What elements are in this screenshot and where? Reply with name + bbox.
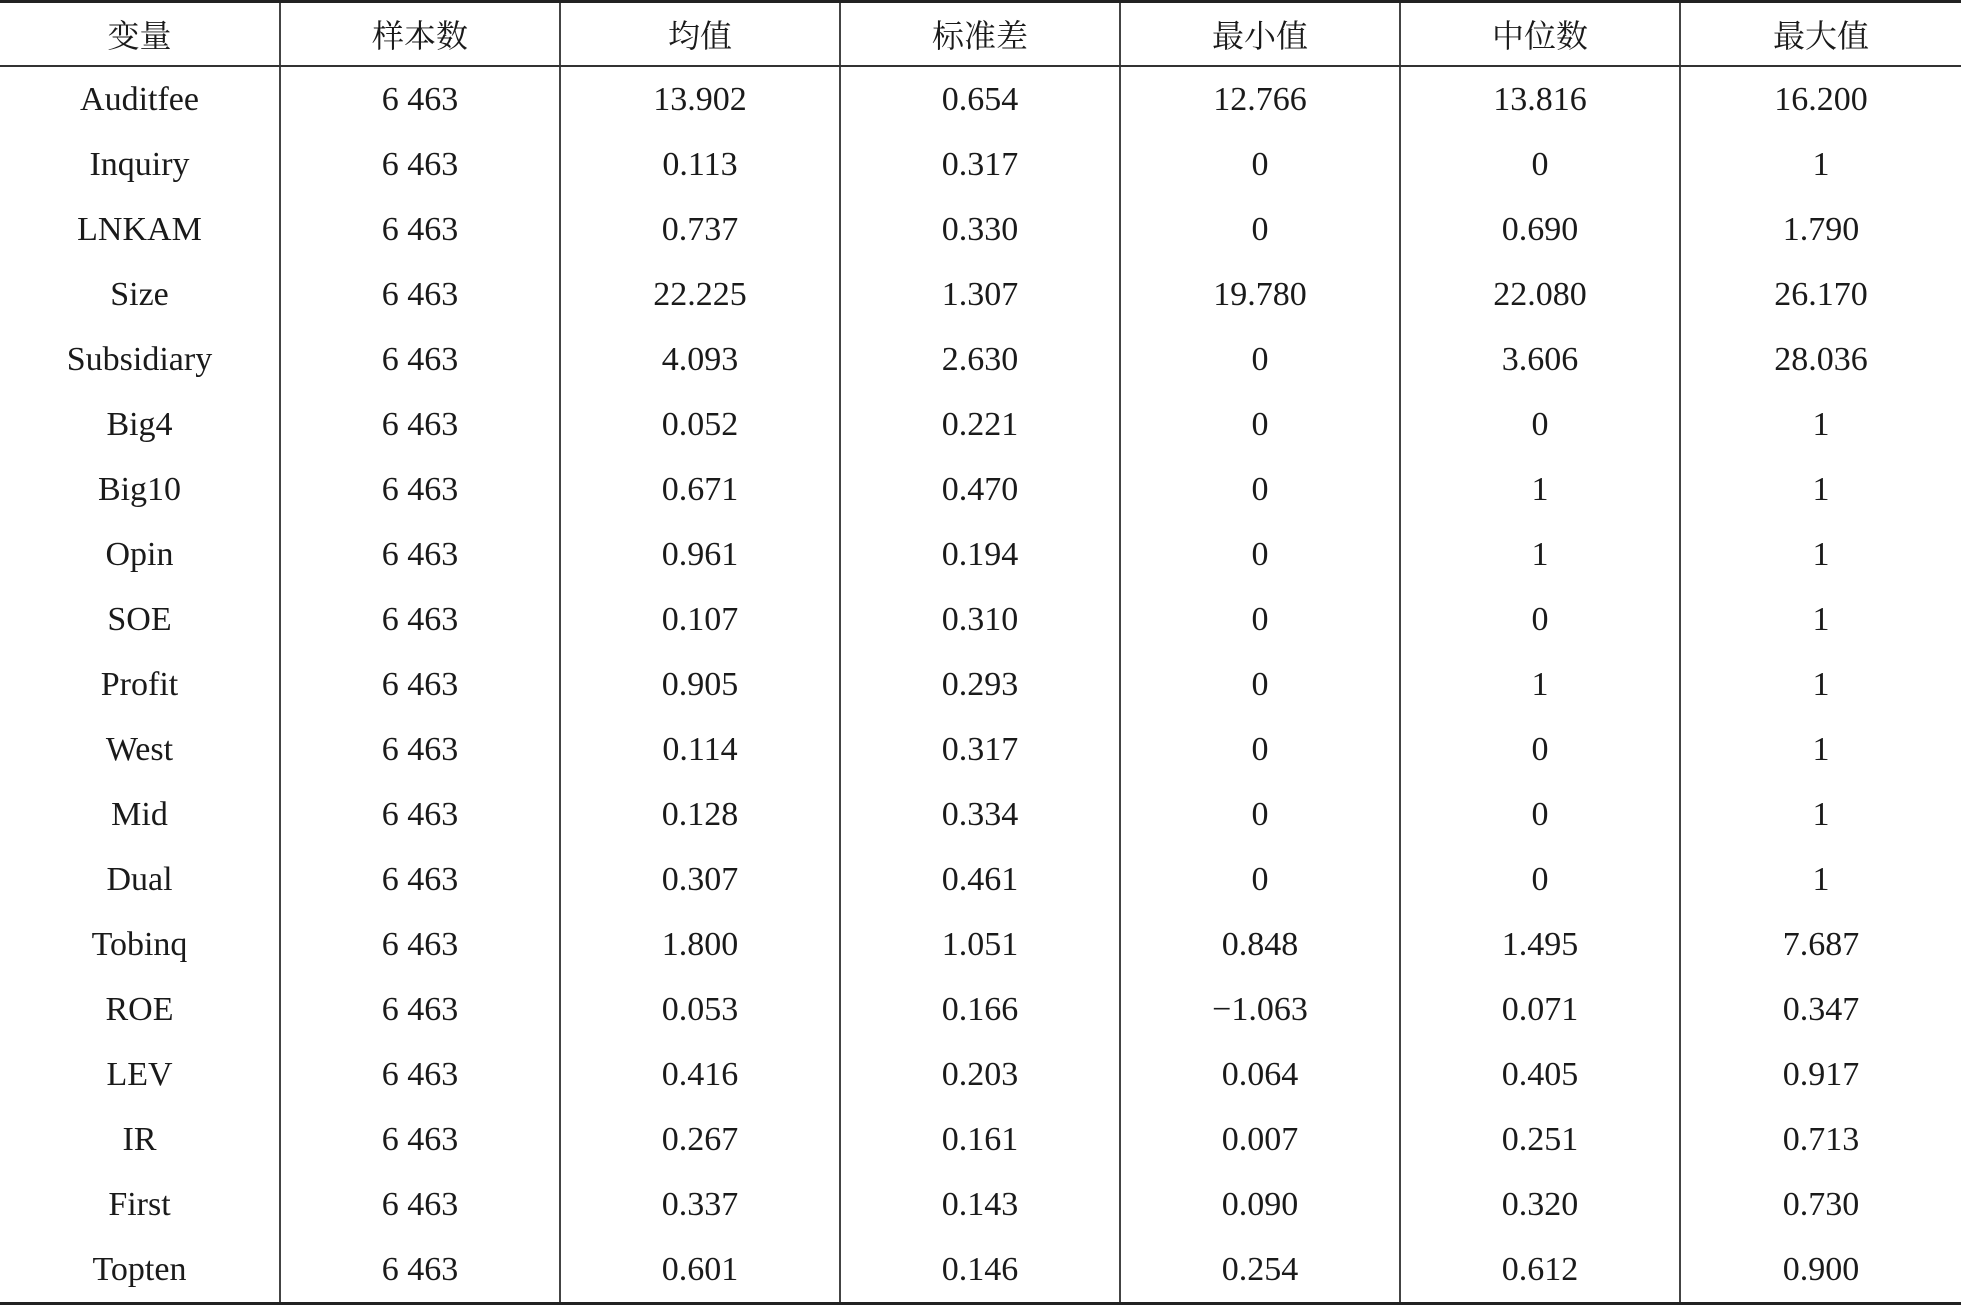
table-cell-mean: 0.128 xyxy=(560,782,840,847)
table-cell-median: 0 xyxy=(1400,392,1680,457)
table-cell-min: 0 xyxy=(1120,392,1400,457)
table-cell-variable: ROE xyxy=(105,990,174,1028)
table-cell-min: 0 xyxy=(1120,197,1400,262)
table-cell-max: 26.170 xyxy=(1680,262,1961,327)
header-cell-mean: 均值 xyxy=(560,2,840,67)
header-cell-min: 最小值 xyxy=(1120,2,1400,67)
header-cell-median: 中位数 xyxy=(1400,2,1680,67)
table-cell-min: 0 xyxy=(1120,457,1400,522)
table-cell-max: 16.200 xyxy=(1680,66,1961,132)
table-cell-std-dev: 0.161 xyxy=(840,1107,1120,1172)
table-row xyxy=(0,977,1961,1042)
table-row xyxy=(0,782,1961,847)
table-cell-sample-size: 6 463 xyxy=(280,262,560,327)
table-cell-median: 0.612 xyxy=(1400,1237,1680,1304)
table-cell-variable: IR xyxy=(122,1120,157,1158)
header-cell-variable: 变量 xyxy=(0,2,280,67)
table-cell-std-dev: 0.166 xyxy=(840,977,1120,1042)
table-cell-mean: 0.307 xyxy=(560,847,840,912)
table-cell-sample-size: 6 463 xyxy=(280,132,560,197)
table-cell-sample-size: 6 463 xyxy=(280,652,560,717)
table-cell-max: 1 xyxy=(1680,717,1961,782)
table-cell-sample-size: 6 463 xyxy=(280,327,560,392)
table-cell-min: 0.848 xyxy=(1120,912,1400,977)
table-cell-sample-size: 6 463 xyxy=(280,912,560,977)
table-cell-min: 0.064 xyxy=(1120,1042,1400,1107)
table-cell-max: 7.687 xyxy=(1680,912,1961,977)
table-cell-max: 0.730 xyxy=(1680,1172,1961,1237)
table-cell-mean: 0.113 xyxy=(560,132,840,197)
table-cell-sample-size: 6 463 xyxy=(280,457,560,522)
table-row xyxy=(0,1172,1961,1237)
table-cell-min: 12.766 xyxy=(1120,66,1400,132)
table-cell-variable: Mid xyxy=(111,795,168,833)
table-cell-median: 0.251 xyxy=(1400,1107,1680,1172)
table-cell-sample-size: 6 463 xyxy=(280,522,560,587)
table-cell-variable: Subsidiary xyxy=(66,340,213,378)
table-row xyxy=(0,197,1961,262)
table-cell-std-dev: 0.310 xyxy=(840,587,1120,652)
table-cell-median: 0 xyxy=(1400,782,1680,847)
table-cell-max: 0.347 xyxy=(1680,977,1961,1042)
table-cell-max: 0.917 xyxy=(1680,1042,1961,1107)
table-cell-variable: Opin xyxy=(105,535,174,573)
table-cell-min: −1.063 xyxy=(1120,977,1400,1042)
table-row xyxy=(0,717,1961,782)
table-cell-sample-size: 6 463 xyxy=(280,1042,560,1107)
table-cell-std-dev: 0.334 xyxy=(840,782,1120,847)
table-cell-median: 22.080 xyxy=(1400,262,1680,327)
table-cell-variable: SOE xyxy=(107,600,172,638)
table-cell-mean: 4.093 xyxy=(560,327,840,392)
table-cell-mean: 0.961 xyxy=(560,522,840,587)
table-cell-max: 28.036 xyxy=(1680,327,1961,392)
table-cell-mean: 0.052 xyxy=(560,392,840,457)
table-cell-std-dev: 0.654 xyxy=(840,66,1120,132)
table-cell-min: 0.090 xyxy=(1120,1172,1400,1237)
table-row xyxy=(0,1237,1961,1304)
table-cell-min: 0.254 xyxy=(1120,1237,1400,1304)
table-cell-variable: First xyxy=(108,1185,171,1223)
table-cell-max: 1 xyxy=(1680,392,1961,457)
table-cell-min: 0 xyxy=(1120,327,1400,392)
table-cell-median: 1 xyxy=(1400,457,1680,522)
table-cell-mean: 0.737 xyxy=(560,197,840,262)
table-cell-std-dev: 1.051 xyxy=(840,912,1120,977)
table-cell-median: 0 xyxy=(1400,847,1680,912)
header-row xyxy=(0,2,1961,67)
table-cell-max: 1 xyxy=(1680,132,1961,197)
table-cell-mean: 0.601 xyxy=(560,1237,840,1304)
table-cell-median: 1.495 xyxy=(1400,912,1680,977)
table-row xyxy=(0,522,1961,587)
table-row xyxy=(0,847,1961,912)
table-cell-sample-size: 6 463 xyxy=(280,1172,560,1237)
table-cell-median: 0.071 xyxy=(1400,977,1680,1042)
table-row xyxy=(0,457,1961,522)
table-row xyxy=(0,66,1961,132)
table-cell-max: 1 xyxy=(1680,652,1961,717)
table-cell-sample-size: 6 463 xyxy=(280,782,560,847)
table-cell-std-dev: 0.317 xyxy=(840,132,1120,197)
table-cell-std-dev: 0.293 xyxy=(840,652,1120,717)
table-cell-min: 0 xyxy=(1120,522,1400,587)
table-cell-max: 0.900 xyxy=(1680,1237,1961,1304)
table-cell-std-dev: 0.461 xyxy=(840,847,1120,912)
table-cell-min: 0 xyxy=(1120,587,1400,652)
table-cell-sample-size: 6 463 xyxy=(280,977,560,1042)
table-cell-variable: Topten xyxy=(0,1237,280,1304)
table-cell-max: 1 xyxy=(1680,522,1961,587)
table-cell-max: 1.790 xyxy=(1680,197,1961,262)
table-row xyxy=(0,652,1961,717)
table-header xyxy=(0,2,1961,67)
header-cell-max: 最大值 xyxy=(1680,2,1961,67)
table-cell-mean: 1.800 xyxy=(560,912,840,977)
table-cell-max: 1 xyxy=(1680,457,1961,522)
table-cell-std-dev: 0.330 xyxy=(840,197,1120,262)
table-cell-mean: 0.337 xyxy=(560,1172,840,1237)
table-cell-max: 1 xyxy=(1680,587,1961,652)
table-cell-median: 0.405 xyxy=(1400,1042,1680,1107)
table-cell-sample-size: 6 463 xyxy=(280,392,560,457)
table-cell-median: 3.606 xyxy=(1400,327,1680,392)
table-cell-mean: 13.902 xyxy=(560,66,840,132)
table-cell-sample-size: 6 463 xyxy=(280,587,560,652)
table-cell-median: 1 xyxy=(1400,652,1680,717)
table-row xyxy=(0,262,1961,327)
table-cell-min: 0.007 xyxy=(1120,1107,1400,1172)
table-cell-std-dev: 0.143 xyxy=(840,1172,1120,1237)
table-cell-variable: LNKAM xyxy=(77,210,202,248)
table-cell-mean: 0.053 xyxy=(560,977,840,1042)
table-cell-std-dev: 2.630 xyxy=(840,327,1120,392)
table-row xyxy=(0,132,1961,197)
table-cell-std-dev: 0.221 xyxy=(840,392,1120,457)
table-cell-variable: Big4 xyxy=(106,405,173,443)
table-cell-std-dev: 0.317 xyxy=(840,717,1120,782)
table-cell-variable: Dual xyxy=(106,860,173,898)
table-row xyxy=(0,392,1961,457)
table-cell-variable: Profit xyxy=(100,665,179,703)
table-cell-sample-size: 6 463 xyxy=(280,197,560,262)
table-cell-mean: 22.225 xyxy=(560,262,840,327)
table-cell-mean: 0.267 xyxy=(560,1107,840,1172)
table-cell-variable: Inquiry xyxy=(89,145,190,183)
table-cell-median: 0.690 xyxy=(1400,197,1680,262)
table-row xyxy=(0,1042,1961,1107)
table-cell-median: 13.816 xyxy=(1400,66,1680,132)
table-cell-variable: Tobinq xyxy=(91,925,188,963)
table-cell-min: 0 xyxy=(1120,132,1400,197)
table-cell-min: 0 xyxy=(1120,652,1400,717)
table-cell-min: 0 xyxy=(1120,717,1400,782)
table-cell-median: 0 xyxy=(1400,717,1680,782)
table-cell-min: 19.780 xyxy=(1120,262,1400,327)
table-cell-max: 1 xyxy=(1680,847,1961,912)
table-cell-sample-size: 6 463 xyxy=(280,847,560,912)
header-cell-sample-size: 样本数 xyxy=(280,2,560,67)
table-cell-min: 0 xyxy=(1120,782,1400,847)
table-cell-median: 0.320 xyxy=(1400,1172,1680,1237)
table-cell-median: 0 xyxy=(1400,587,1680,652)
table-row xyxy=(0,587,1961,652)
table-cell-mean: 0.905 xyxy=(560,652,840,717)
table-cell-sample-size: 6 463 xyxy=(280,1107,560,1172)
table-cell-std-dev: 0.194 xyxy=(840,522,1120,587)
table-body xyxy=(0,66,1961,1304)
header-cell-std-dev: 标准差 xyxy=(840,2,1120,67)
table-cell-median: 1 xyxy=(1400,522,1680,587)
table-row xyxy=(0,912,1961,977)
table-cell-median: 0 xyxy=(1400,132,1680,197)
table-cell-std-dev: 0.203 xyxy=(840,1042,1120,1107)
table-cell-std-dev: 0.470 xyxy=(840,457,1120,522)
table-row xyxy=(0,327,1961,392)
table-cell-std-dev: 1.307 xyxy=(840,262,1120,327)
table-cell-mean: 0.671 xyxy=(560,457,840,522)
table-cell-mean: 0.114 xyxy=(560,717,840,782)
table-cell-variable: Big10 xyxy=(97,470,182,508)
table-cell-variable: West xyxy=(105,730,174,768)
table-cell-variable: Auditfee xyxy=(80,80,199,118)
table-cell-sample-size: 6 463 xyxy=(280,1237,560,1304)
table-cell-variable: LEV xyxy=(106,1055,173,1093)
table-cell-min: 0 xyxy=(1120,847,1400,912)
table-cell-mean: 0.107 xyxy=(560,587,840,652)
table-cell-max: 1 xyxy=(1680,782,1961,847)
table-cell-variable: Size xyxy=(110,275,169,313)
table-cell-mean: 0.416 xyxy=(560,1042,840,1107)
table-cell-sample-size: 6 463 xyxy=(280,717,560,782)
table-cell-sample-size: 6 463 xyxy=(280,66,560,132)
table-cell-std-dev: 0.146 xyxy=(840,1237,1120,1304)
table-row xyxy=(0,1107,1961,1172)
table-cell-max: 0.713 xyxy=(1680,1107,1961,1172)
